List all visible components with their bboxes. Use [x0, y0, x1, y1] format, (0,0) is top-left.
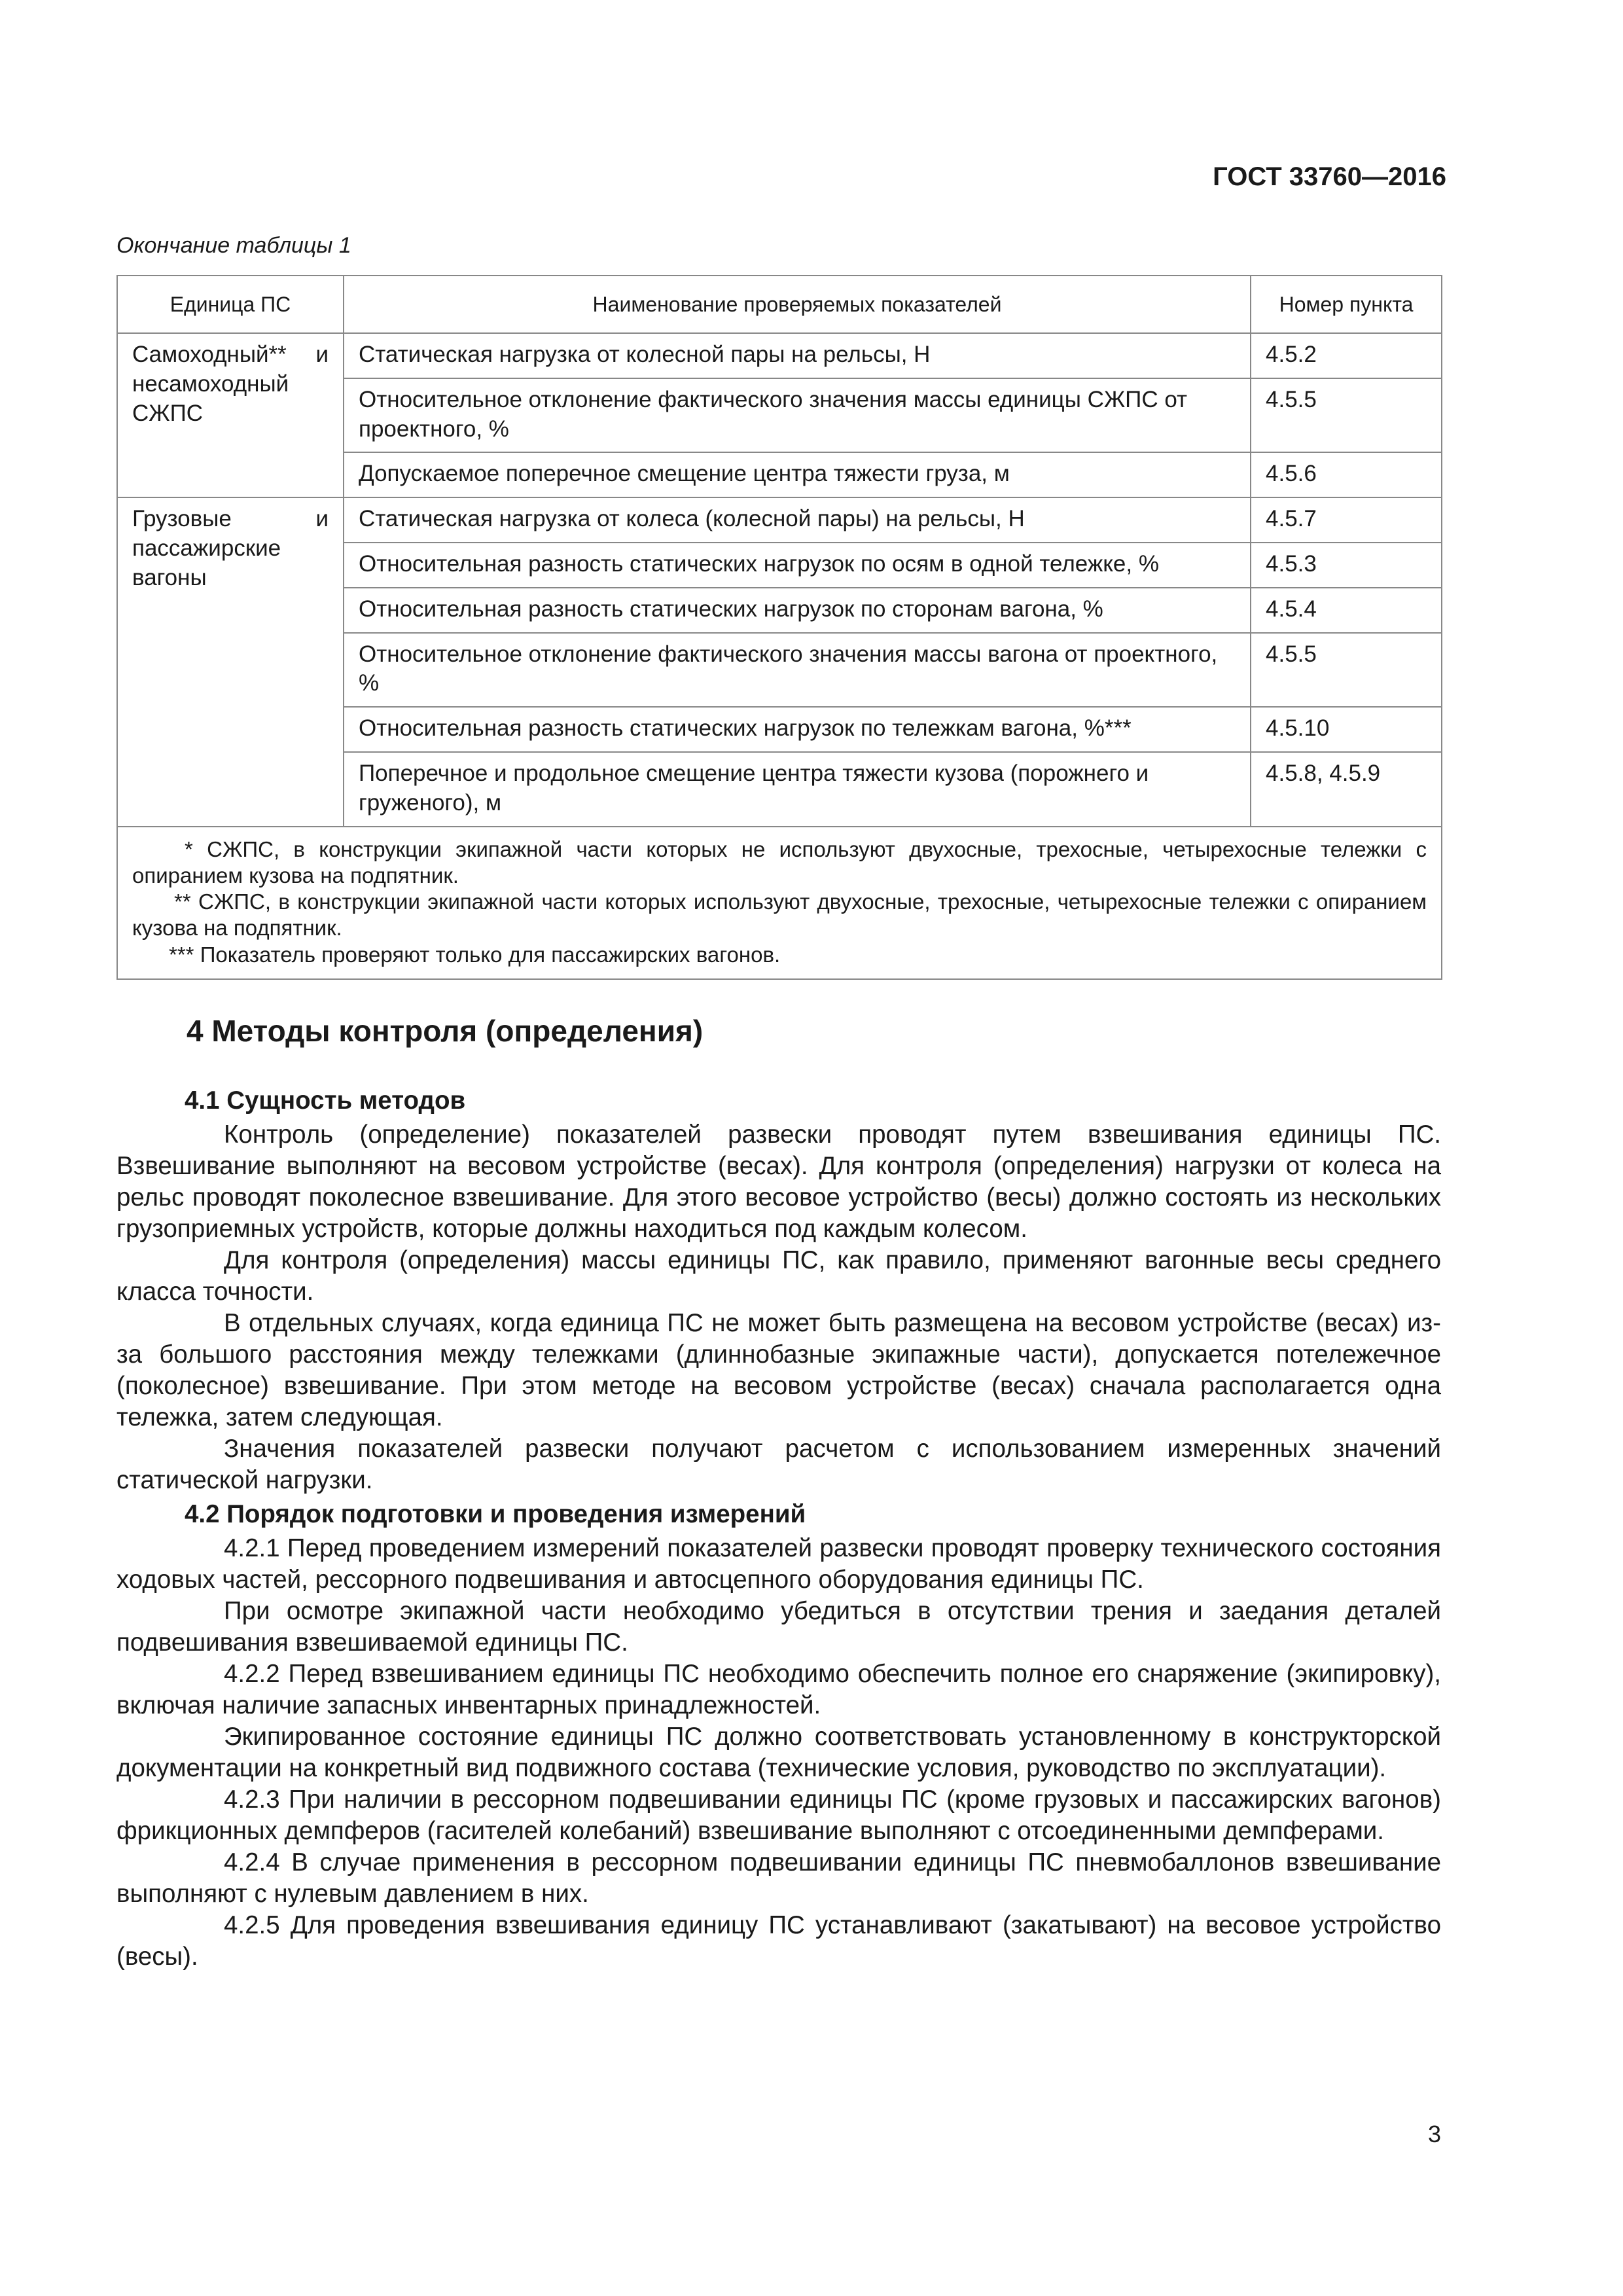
paragraph: Значения показателей развески получают расчетом с использованием измеренных значений статической нагрузки.: [116, 1435, 1441, 1494]
indicators-table: [116, 275, 1442, 980]
paragraph: Контроль (определение) показателей развески проводят путем взвешивания единицы ПС. Взвешивание выполняют на весовом устройстве (весах). Для контроля (определения) нагрузки от колеса на рельс проводят поколесное взвешивание. Для этого весовое устройство (весы) должно состоять из нескольких грузоприемных устройств, которые должны находиться под каждым колесом.: [116, 1121, 1441, 1243]
paragraph: Для контроля (определения) массы единицы ПС, как правило, применяют вагонные весы среднего класса точности.: [116, 1246, 1441, 1306]
paragraph: 4.2.3 При наличии в рессорном подвешивании единицы ПС (кроме грузовых и пассажирских вагонов) фрикционных демпферов (гасителей колебаний) взвешивание выполняют с отсоединенными демпферами.: [116, 1785, 1441, 1845]
indicator-name: Относительное отклонение фактического значения массы вагона от проектного, %: [344, 633, 1251, 708]
clause-number: 4.5.8, 4.5.9: [1251, 752, 1442, 827]
unit-cell: Самоходный** и несамоходный СЖПС: [117, 333, 344, 497]
indicator-name: Поперечное и продольное смещение центра тяжести кузова (порожнего и груженого), м: [344, 752, 1251, 827]
paragraph: 4.2.5 Для проведения взвешивания единицу ПС устанавливают (закатывают) на весовое устройство (весы).: [116, 1911, 1441, 1971]
subsection-heading: 4.1 Сущность методов: [185, 1086, 466, 1115]
clause-number: 4.5.4: [1251, 588, 1442, 633]
column-header-unit: Единица ПС: [117, 276, 344, 333]
indicator-name: Допускаемое поперечное смещение центра тяжести груза, м: [344, 452, 1251, 497]
indicator-name: Относительное отклонение фактического значения массы единицы СЖПС от проектного, %: [344, 378, 1251, 453]
table-note: ** СЖПС, в конструкции экипажной части которых используют двухосные, трехосные, четырехосные тележки с опиранием кузова на подпятник.: [132, 889, 1427, 941]
section-body: [116, 1083, 1441, 1973]
indicator-name: Относительная разность статических нагрузок по сторонам вагона, %: [344, 588, 1251, 633]
clause-number: 4.5.3: [1251, 543, 1442, 588]
clause-number: 4.5.5: [1251, 633, 1442, 708]
clause-number: 4.5.2: [1251, 333, 1442, 378]
column-header-clause: Номер пункта: [1251, 276, 1442, 333]
paragraph: 4.2.4 В случае применения в рессорном подвешивании единицы ПС пневмобаллонов взвешивание выполняют с нулевым давлением в них.: [116, 1848, 1441, 1908]
clause-number: 4.5.6: [1251, 452, 1442, 497]
column-header-name: Наименование проверяемых показателей: [344, 276, 1251, 333]
section-title: 4 Методы контроля (определения): [187, 1014, 704, 1048]
table-notes: [117, 827, 1442, 979]
table-note: * СЖПС, в конструкции экипажной части которых не используют двухосные, трехосные, четырехосные тележки с опиранием кузова на подпятник.: [132, 836, 1427, 888]
unit-cell: Грузовые и пассажирские вагоны: [117, 497, 344, 826]
clause-number: 4.5.10: [1251, 707, 1442, 752]
page-number: 3: [1427, 2121, 1441, 2147]
standard-code: ГОСТ 33760—2016: [1213, 162, 1446, 191]
paragraph: В отдельных случаях, когда единица ПС не может быть размещена на весовом устройстве (весах) из-за большого расстояния между тележками (длиннобазные экипажные части), допускается потележечное (поколесное) взвешивание. При этом методе на весовом устройстве (весах) сначала располагается одна тележка, затем следующая.: [116, 1309, 1441, 1431]
paragraph: 4.2.1 Перед проведением измерений показателей развески проводят проверку технического состояния ходовых частей, рессорного подвешивания и автосцепного оборудования единицы ПС.: [116, 1534, 1441, 1594]
indicator-name: Относительная разность статических нагрузок по осям в одной тележке, %: [344, 543, 1251, 588]
clause-number: 4.5.7: [1251, 497, 1442, 543]
indicator-name: Статическая нагрузка от колесной пары на рельсы, Н: [344, 333, 1251, 378]
table-caption: Окончание таблицы 1: [116, 233, 351, 258]
table-header-row: [117, 276, 1442, 333]
indicator-name: Статическая нагрузка от колеса (колесной пары) на рельсы, Н: [344, 497, 1251, 543]
clause-number: 4.5.5: [1251, 378, 1442, 453]
table-notes-row: [117, 827, 1442, 979]
table-row: [117, 497, 1442, 543]
paragraph: Экипированное состояние единицы ПС должно соответствовать установленному в конструкторской документации на конкретный вид подвижного состава (технические условия, руководство по эксплуатации).: [116, 1723, 1441, 1782]
paragraph: 4.2.2 Перед взвешиванием единицы ПС необходимо обеспечить полное его снаряжение (экипировку), включая наличие запасных инвентарных принадлежностей.: [116, 1660, 1441, 1719]
table-note: *** Показатель проверяют только для пассажирских вагонов.: [169, 942, 781, 967]
paragraph: При осмотре экипажной части необходимо убедиться в отсутствии трения и заедания деталей подвешивания взвешиваемой единицы ПС.: [116, 1597, 1441, 1657]
indicator-name: Относительная разность статических нагрузок по тележкам вагона, %***: [344, 707, 1251, 752]
table-row: [117, 333, 1442, 378]
subsection-heading: 4.2 Порядок подготовки и проведения измерений: [185, 1500, 806, 1528]
